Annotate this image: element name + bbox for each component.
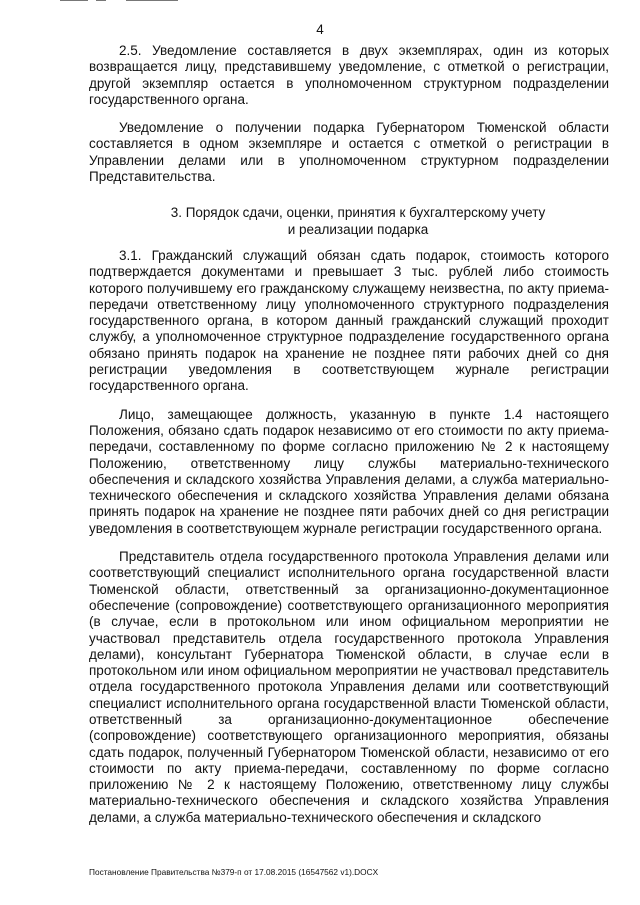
section-heading-line1: 3. Порядок сдачи, оценки, принятия к бухгалтерскому учету [170, 205, 546, 221]
section-heading-line2: и реализации подарка [287, 221, 429, 237]
paragraph-2-5: 2.5. Уведомление составляется в двух экземплярах, один из которых возвращается лицу, представившему уведомление, с отметкой о регистрации, другой экземпляр остается в уполномоченном структурном подразделении государственного органа. [89, 43, 609, 107]
document-footer: Постановление Правительства №379-п от 17.08.2015 (16547562 v1).DOCX [89, 867, 379, 877]
paragraph-3-1: 3.1. Гражданский служащий обязан сдать подарок, стоимость которого подтверждается документами и превышает 3 тыс. рублей либо стоимость которого получившему его гражданскому служащему неизвестна, по акту приема-передачи ответственному лицу уполномоченного структурного подразделения государственного органа, в котором данный гражданский служащий проходит службу, а уполномоченное структурное подразделение государственного органа обязано принять подарок на хранение не позднее пяти рабочих дней со дня регистрации уведомления в соответствующем журнале регистрации государственного органа. [89, 247, 609, 394]
paragraph-protocol-representative: Представитель отдела государственного протокола Управления делами или соответствующий специалист исполнительного органа государственной власти Тюменской области, ответственный за организационно-документационное обеспечение (сопровождение) соответствующего организационного мероприятия (в случае, если в протокольном или ином официальном мероприятии не участвовал представитель отдела государственного протокола Управления делами), консультант Губернатора Тюменской области, в случае если в протокольном или ином официальном мероприятии не участвовал представитель отдела государственного протокола Управления делами или соответствующий специалист исполнительного органа государственной власти Тюменской области, ответственный за организационно-документационное обеспечение (сопровождение) соответствующего организационного мероприятия, обязаны сдать подарок, полученный Губернатором Тюменской области, независимо от его стоимости по акту приема-передачи, составленному по форме согласно приложению № 2 к настоящему Положению, ответственному лицу службы материально-технического обеспечения и складского хозяйства Управления делами, а служба материально-технического обеспечения и складского [89, 549, 609, 825]
section-3-heading [89, 205, 609, 238]
paragraph-governor-notice: Уведомление о получении подарка Губернатором Тюменской области составляется в одном экземпляре и остается с отметкой о регистрации в Управлении делами или в уполномоченном структурном подразделении Представительства. [89, 120, 609, 185]
page-number: 4 [316, 22, 324, 37]
document-body [89, 43, 609, 838]
paragraph-official-position: Лицо, замещающее должность, указанную в пункте 1.4 настоящего Положения, обязано сдать подарок независимо от его стоимости по акту приема-передачи, составленному по форме согласно приложению № 2 к настоящему Положению, ответственному лицу службы материально-технического обеспечения и складского хозяйства Управления делами, а служба материально-технического обеспечения и складского хозяйства Управления делами обязана принять подарок на хранение не позднее пяти рабочих дней со дня регистрации уведомления в соответствующем журнале регистрации государственного органа. [89, 406, 609, 536]
